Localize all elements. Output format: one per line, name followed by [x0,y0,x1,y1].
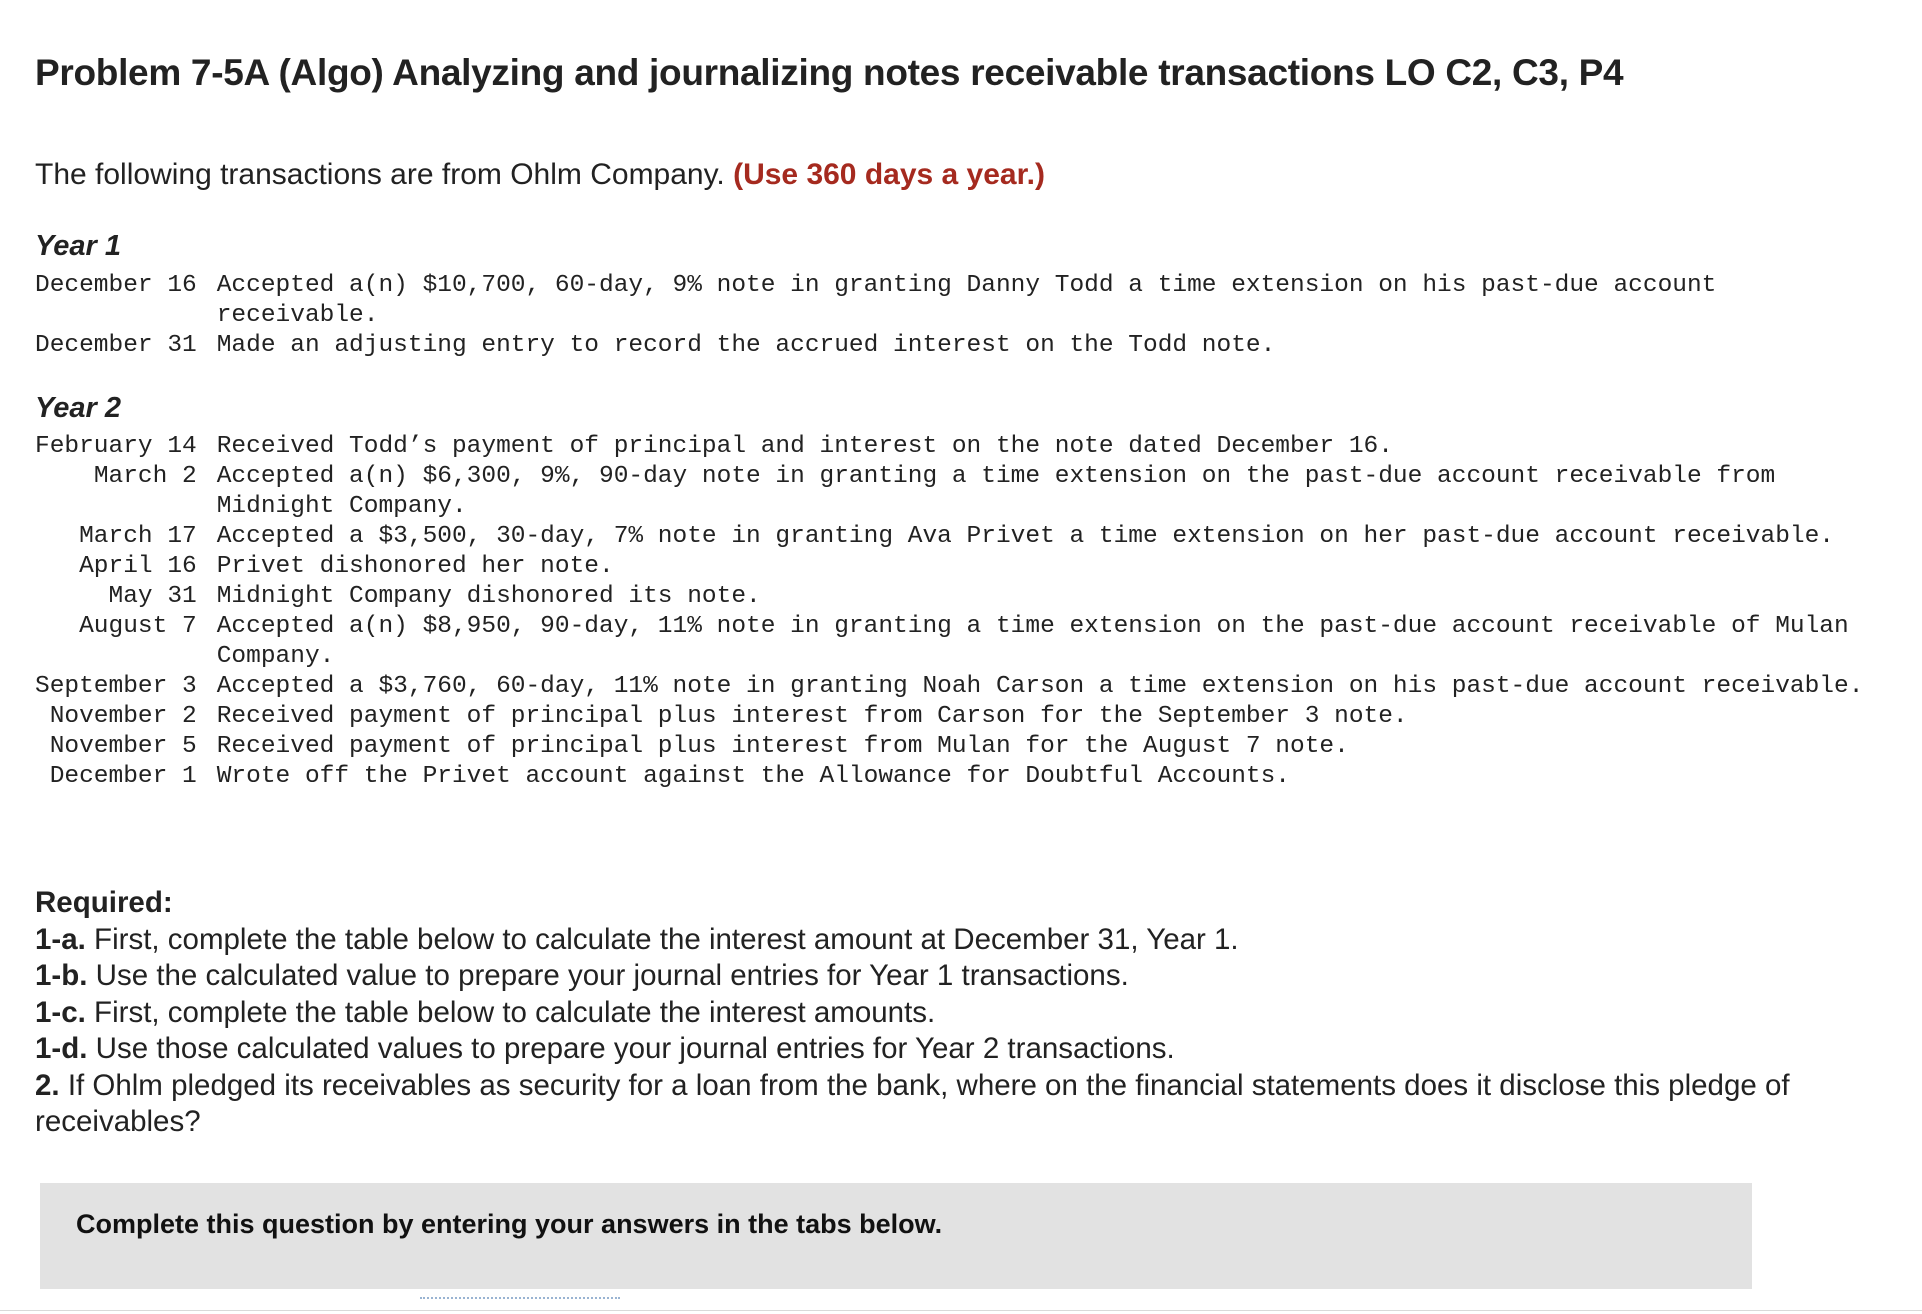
transaction-text: Received Todd’s payment of principal and interest on the note dated December 16. [216,433,1393,460]
transaction-text: Privet dishonored her note. [216,553,614,580]
required-item [35,1031,1895,1068]
transaction-text: Accepted a $3,500, 30-day, 7% note in granting Ava Privet a time extension on her past-due account receivable. [216,523,1834,550]
answer-instructions-text: Complete this question by entering your answers in the tabs below. [76,1209,943,1239]
transaction-row [35,732,1877,762]
required-item-text: If Ohlm pledged its receivables as security for a loan from the bank, where on the financial statements does it disclose this pledge of receivables? [35,1068,1790,1138]
required-item-key: 1-a. [35,922,86,956]
transaction-row [35,612,1877,672]
required-item-key: 1-c. [35,995,86,1029]
required-item-key: 1-d. [35,1032,88,1065]
required-item-text: Use those calculated values to prepare your journal entries for Year 2 transactions. [95,1032,1175,1065]
transaction-row [35,522,1877,552]
required-item-text: First, complete the table below to calculate the interest amounts. [94,995,936,1029]
required-item [35,922,1895,959]
year2-transactions [35,432,1877,792]
transaction-text: Accepted a $3,760, 60-day, 11% note in granting Noah Carson a time extension on his past-due account receivable. [216,673,1864,700]
transaction-date: September 3 [35,673,197,700]
transaction-date: December 1 [49,763,197,790]
year2-heading: Year 2 [35,392,121,424]
required-item-text: Use the calculated value to prepare your journal entries for Year 1 transactions. [95,959,1129,992]
transaction-date: March 17 [79,523,197,550]
transaction-row [35,462,1877,522]
transaction-row [35,432,1877,462]
transaction-row [35,271,1877,331]
transaction-row [35,702,1877,732]
transaction-text: Accepted a(n) $6,300, 9%, 90-day note in granting a time extension on the past-due account receivable from Midnight Company. [216,463,1776,520]
transaction-date: December 31 [35,332,197,359]
required-item [35,1068,1895,1141]
transaction-text: Wrote off the Privet account against the Allowance for Doubtful Accounts. [216,763,1291,790]
transaction-date: November 5 [49,733,197,760]
transaction-row [35,552,1877,582]
bottom-divider [0,1310,1922,1311]
page-title: Problem 7-5A (Algo) Analyzing and journalizing notes receivable transactions LO C2, C3, P4 [35,52,1624,93]
transaction-text: Midnight Company dishonored its note. [216,583,761,610]
required-item-key: 1-b. [35,959,88,992]
required-item [35,995,1895,1032]
year1-heading: Year 1 [35,230,121,262]
transaction-row [35,672,1877,702]
transaction-row [35,331,1877,361]
transaction-row [35,582,1877,612]
transaction-date: August 7 [79,613,197,640]
transaction-date: March 2 [93,463,197,490]
transaction-date: April 16 [79,553,197,580]
transaction-text: Accepted a(n) $8,950, 90-day, 11% note in granting a time extension on the past-due account receivable of Mulan Company. [216,613,1849,670]
required-section [35,885,1895,1141]
transaction-text: Received payment of principal plus interest from Mulan for the August 7 note. [216,733,1349,760]
transaction-date: December 16 [35,272,197,299]
transaction-date: November 2 [49,703,197,730]
required-heading: Required: [35,886,173,919]
year1-transactions [35,271,1877,361]
intro-line [35,158,1045,192]
transaction-date: May 31 [108,583,197,610]
required-item-key: 2. [35,1068,60,1102]
intro-text: The following transactions are from Ohlm Company. [35,158,725,191]
required-item [35,958,1895,995]
transaction-text: Accepted a(n) $10,700, 60-day, 9% note in granting Danny Todd a time extension on his past-due account receivable. [216,272,1717,329]
transaction-text: Made an adjusting entry to record the accrued interest on the Todd note. [216,332,1276,359]
required-item-text: First, complete the table below to calculate the interest amount at December 31, Year 1. [94,922,1239,956]
transaction-row [35,762,1877,792]
answer-instructions-panel [40,1183,1752,1289]
transaction-text: Received payment of principal plus interest from Carson for the September 3 note. [216,703,1408,730]
tab-focus-outline[interactable] [420,1297,620,1299]
transaction-date: February 14 [35,433,197,460]
intro-note: (Use 360 days a year.) [733,158,1045,191]
